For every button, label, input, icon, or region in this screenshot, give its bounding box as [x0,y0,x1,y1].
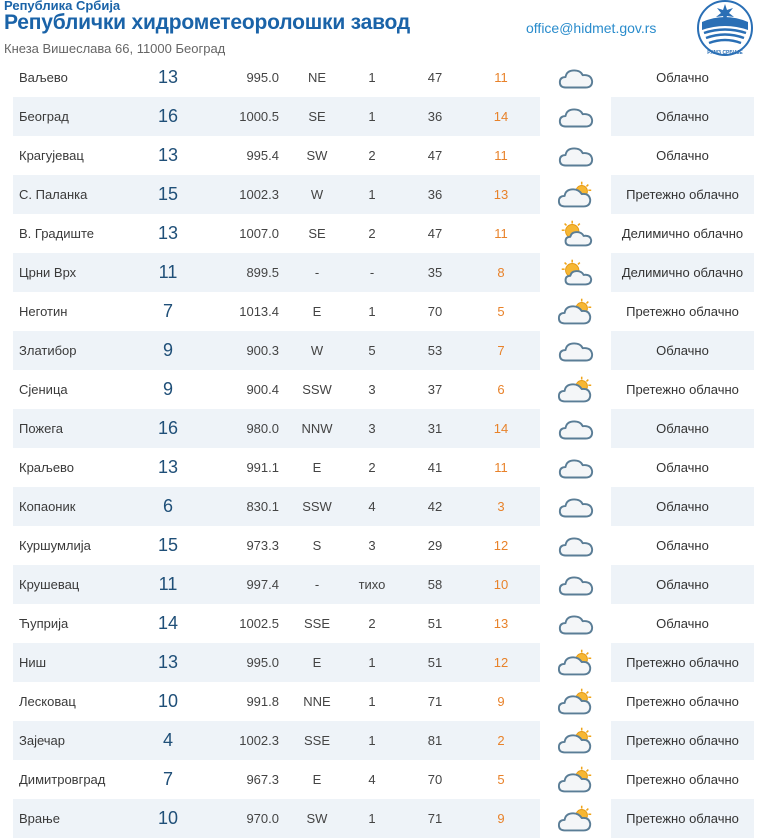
wind-direction: NE [307,70,327,85]
wind-direction: - [314,577,320,592]
humidity-value: 70 [427,772,443,787]
station-name: Лесковац [19,694,76,709]
table-row [13,721,754,760]
pressure-value: 967.3 [246,772,279,787]
weather-description: Претежно облачно [626,694,739,709]
table-row [13,97,754,136]
wind-speed: 2 [368,460,376,475]
wind-direction: NNW [301,421,333,436]
country-label: Република Србија [4,0,121,13]
feels-like-value: 10 [493,577,509,592]
weather-description: Облачно [656,343,709,358]
page-title: Републички хидрометеоролошки завод [4,11,411,34]
feels-like-value: 14 [493,109,509,124]
pressure-value: 973.3 [246,538,279,553]
temperature-value: 13 [157,145,179,165]
table-row [13,58,754,97]
wind-direction: NNE [303,694,331,709]
temperature-value: 15 [157,184,179,204]
humidity-value: 29 [427,538,443,553]
pressure-value: 900.3 [246,343,279,358]
partly-cloudy-icon [540,214,611,253]
wind-speed: 3 [368,421,376,436]
table-row [13,331,754,370]
humidity-value: 71 [427,694,443,709]
station-name: Зајечар [19,733,66,748]
station-name: Копаоник [19,499,76,514]
wind-direction: - [314,265,320,280]
pressure-value: 991.8 [246,694,279,709]
wind-direction: E [312,772,322,787]
cloud-icon [540,97,611,136]
station-name: Златибор [19,343,77,358]
station-name: Сјеница [19,382,68,397]
wind-speed: - [369,265,375,280]
wind-direction: SSW [302,499,332,514]
wind-direction: W [310,187,324,202]
table-row [13,292,754,331]
weather-description: Делимично облачно [621,226,744,241]
temperature-value: 11 [158,574,178,594]
weather-description: Облачно [656,538,709,553]
page-header [0,0,760,60]
wind-speed: тихо [358,577,386,592]
weather-description: Облачно [656,109,709,124]
wind-speed: 2 [368,226,376,241]
feels-like-value: 12 [493,538,509,553]
feels-like-value: 8 [497,265,505,280]
wind-direction: E [312,655,322,670]
station-name: Пожега [19,421,64,436]
temperature-value: 10 [157,808,179,828]
feels-like-value: 13 [493,187,509,202]
humidity-value: 36 [427,187,443,202]
feels-like-value: 11 [494,70,508,85]
temperature-value: 11 [158,262,178,282]
station-name: Ваљево [19,70,68,85]
feels-like-value: 5 [497,772,505,787]
cloud-icon [540,409,611,448]
feels-like-value: 13 [493,616,509,631]
wind-speed: 1 [368,109,376,124]
pressure-value: 995.0 [246,655,279,670]
wind-speed: 4 [368,772,376,787]
weather-description: Облачно [656,616,709,631]
table-row [13,526,754,565]
wind-speed: 2 [368,148,376,163]
pressure-value: 1002.3 [239,733,279,748]
temperature-value: 13 [157,457,179,477]
temperature-value: 13 [157,223,179,243]
humidity-value: 37 [427,382,443,397]
temperature-value: 9 [162,340,173,360]
wind-direction: SSE [303,733,330,748]
partly-cloudy-icon [540,253,611,292]
email-link[interactable]: office@hidmet.gov.rs [526,20,657,36]
mostly-cloudy-icon [540,370,611,409]
wind-direction: SE [308,226,326,241]
cloud-icon [540,136,611,175]
table-row [13,214,754,253]
temperature-value: 10 [157,691,179,711]
wind-speed: 1 [368,70,376,85]
temperature-value: 7 [162,769,173,789]
mostly-cloudy-icon [540,643,611,682]
humidity-value: 51 [427,616,443,631]
wind-speed: 3 [368,382,376,397]
cloud-icon [540,565,611,604]
cloud-icon [540,604,611,643]
feels-like-value: 9 [497,694,505,709]
humidity-value: 42 [427,499,443,514]
pressure-value: 1007.0 [239,226,279,241]
rhmz-logo [694,0,756,60]
feels-like-value: 12 [493,655,509,670]
temperature-value: 9 [162,379,173,399]
feels-like-value: 9 [497,811,505,826]
weather-description: Облачно [656,577,709,592]
weather-description: Облачно [656,70,709,85]
temperature-value: 7 [162,301,173,321]
weather-description: Облачно [656,499,709,514]
station-name: Неготин [19,304,68,319]
humidity-value: 71 [427,811,443,826]
table-row [13,565,754,604]
wind-direction: SW [306,148,328,163]
weather-description: Претежно облачно [626,811,739,826]
pressure-value: 830.1 [246,499,279,514]
weather-description: Претежно облачно [626,733,739,748]
pressure-value: 995.4 [246,148,279,163]
mostly-cloudy-icon [540,292,611,331]
table-row [13,409,754,448]
table-row [13,682,754,721]
table-row [13,370,754,409]
humidity-value: 70 [427,304,443,319]
temperature-value: 16 [157,418,179,438]
temperature-value: 15 [157,535,179,555]
pressure-value: 995.0 [246,70,279,85]
pressure-value: 991.1 [246,460,279,475]
pressure-value: 1000.5 [239,109,279,124]
humidity-value: 58 [427,577,443,592]
humidity-value: 35 [427,265,443,280]
weather-table [13,58,754,838]
feels-like-value: 11 [494,148,508,163]
mostly-cloudy-icon [540,721,611,760]
feels-like-value: 14 [493,421,509,436]
humidity-value: 51 [427,655,443,670]
station-name: Ћуприја [19,616,69,631]
station-name: В. Градиште [19,226,94,241]
humidity-value: 36 [427,109,443,124]
mostly-cloudy-icon [540,682,611,721]
pressure-value: 900.4 [246,382,279,397]
wind-direction: SSE [303,616,330,631]
wind-direction: SSW [302,382,332,397]
pressure-value: 899.5 [246,265,279,280]
mostly-cloudy-icon [540,175,611,214]
station-name: Црни Врх [19,265,77,280]
station-name: Београд [19,109,69,124]
temperature-value: 13 [157,652,179,672]
humidity-value: 41 [427,460,443,475]
humidity-value: 47 [427,148,443,163]
table-row [13,604,754,643]
weather-description: Делимично облачно [621,265,744,280]
feels-like-value: 6 [497,382,505,397]
temperature-value: 14 [157,613,179,633]
table-row [13,760,754,799]
table-row [13,175,754,214]
wind-direction: W [310,343,324,358]
wind-speed: 5 [368,343,376,358]
humidity-value: 81 [427,733,443,748]
logo-text: РХМЗ СРБИЈЕ [707,50,743,56]
station-name: Врање [19,811,60,826]
humidity-value: 31 [427,421,443,436]
station-name: Краљево [19,460,75,475]
wind-speed: 4 [368,499,376,514]
pressure-value: 970.0 [246,811,279,826]
temperature-value: 4 [162,730,173,750]
cloud-icon [540,58,611,97]
wind-speed: 1 [368,811,376,826]
temperature-value: 13 [157,67,179,87]
wind-direction: S [312,538,322,553]
wind-speed: 3 [368,538,376,553]
wind-speed: 1 [368,304,376,319]
station-name: Крагујевац [19,148,84,163]
temperature-value: 16 [157,106,179,126]
humidity-value: 47 [427,70,443,85]
feels-like-value: 2 [497,733,505,748]
station-name: С. Паланка [19,187,88,202]
station-name: Крушевац [19,577,80,592]
mostly-cloudy-icon [540,799,611,838]
feels-like-value: 5 [497,304,505,319]
address-text: Кнеза Вишеслава 66, 11000 Београд [4,41,226,56]
station-name: Димитровград [19,772,106,787]
feels-like-value: 11 [494,226,508,241]
wind-speed: 1 [368,694,376,709]
wind-speed: 1 [368,655,376,670]
weather-description: Претежно облачно [626,187,739,202]
wind-direction: E [312,304,322,319]
table-row [13,253,754,292]
table-row [13,448,754,487]
pressure-value: 980.0 [246,421,279,436]
station-name: Ниш [19,655,47,670]
wind-speed: 1 [368,733,376,748]
weather-description: Облачно [656,460,709,475]
temperature-value: 6 [162,496,173,516]
table-row [13,643,754,682]
humidity-value: 53 [427,343,443,358]
station-name: Куршумлија [19,538,91,553]
weather-description: Облачно [656,421,709,436]
wind-direction: E [312,460,322,475]
cloud-icon [540,448,611,487]
wind-speed: 2 [368,616,376,631]
weather-description: Претежно облачно [626,304,739,319]
wind-speed: 1 [368,187,376,202]
wind-direction: SW [306,811,328,826]
cloud-icon [540,331,611,370]
weather-description: Претежно облачно [626,772,739,787]
feels-like-value: 7 [497,343,505,358]
pressure-value: 1002.5 [239,616,279,631]
cloud-icon [540,487,611,526]
table-row [13,799,754,838]
mostly-cloudy-icon [540,760,611,799]
table-row [13,487,754,526]
pressure-value: 1002.3 [239,187,279,202]
weather-description: Претежно облачно [626,382,739,397]
weather-description: Облачно [656,148,709,163]
table-row [13,136,754,175]
cloud-icon [540,526,611,565]
pressure-value: 1013.4 [239,304,279,319]
pressure-value: 997.4 [246,577,279,592]
humidity-value: 47 [427,226,443,241]
feels-like-value: 3 [497,499,505,514]
weather-description: Претежно облачно [626,655,739,670]
feels-like-value: 11 [494,460,508,475]
wind-direction: SE [308,109,326,124]
